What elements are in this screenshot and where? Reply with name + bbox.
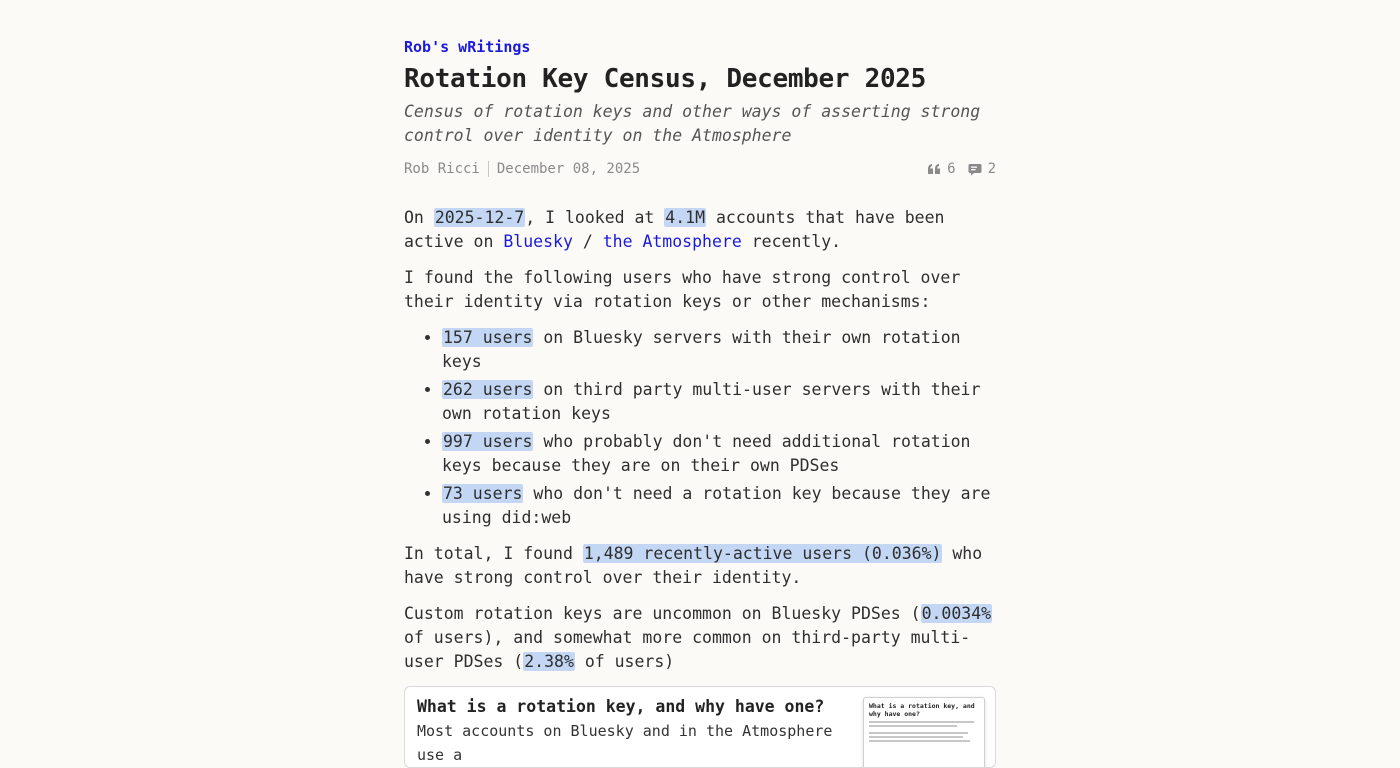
text: who probably don't need additional rotation keys because they are on their own PDSes xyxy=(442,432,971,475)
thumbnail-text-line xyxy=(869,732,968,734)
text: of users) xyxy=(574,652,675,671)
highlight-percent-bluesky: 0.0034% xyxy=(921,604,992,623)
text: on third party multi-user servers with their own rotation keys xyxy=(442,380,981,423)
thumbnail-text-line xyxy=(869,740,970,742)
quote-icon[interactable] xyxy=(927,163,941,175)
list-item xyxy=(442,326,996,374)
text: who have strong control over their identity. xyxy=(404,544,983,587)
quote-count: 6 xyxy=(947,161,956,177)
highlight-count: 262 users xyxy=(443,380,533,399)
site-name-link[interactable]: Rob's wRitings xyxy=(404,38,531,56)
post-body xyxy=(404,206,996,768)
thumbnail-content xyxy=(864,698,984,748)
intro-paragraph xyxy=(404,206,996,254)
list-item xyxy=(442,430,996,478)
post-date: December 08, 2025 xyxy=(496,161,641,177)
text: accounts that have been active on xyxy=(404,208,945,251)
highlight-count: 997 users xyxy=(443,432,533,451)
thumbnail-text-line xyxy=(869,725,957,727)
text: , I looked at xyxy=(525,208,665,227)
engagement-counts xyxy=(927,161,996,177)
thumbnail-text-line xyxy=(869,721,974,723)
list-item xyxy=(442,482,996,530)
highlight-count: 73 users xyxy=(443,484,523,503)
total-paragraph xyxy=(404,542,996,590)
text: recently. xyxy=(741,232,842,251)
text: who don't need a rotation key because they are using did:web xyxy=(442,484,991,527)
text: On xyxy=(404,208,434,227)
rotation-key-callout[interactable] xyxy=(404,686,996,768)
list-item xyxy=(442,378,996,426)
text: on Bluesky servers with their own rotation keys xyxy=(442,328,961,371)
text: Custom rotation keys are uncommon on Bluesky PDSes ( xyxy=(404,604,921,623)
post-title: Rotation Key Census, December 2025 xyxy=(404,64,927,94)
highlight-account-count: 4.1M xyxy=(665,208,706,227)
atmosphere-link[interactable]: the Atmosphere xyxy=(602,232,742,251)
findings-list xyxy=(404,326,996,530)
thumbnail-text-line xyxy=(869,736,963,738)
post-container xyxy=(404,36,996,768)
comment-count: 2 xyxy=(987,161,996,177)
bluesky-link[interactable]: Bluesky xyxy=(503,232,573,251)
comment-icon[interactable] xyxy=(968,163,982,176)
meta-divider xyxy=(488,161,489,177)
author-name[interactable]: Rob Ricci xyxy=(404,161,480,177)
byline xyxy=(404,161,640,177)
text: In total, I found xyxy=(404,544,583,563)
post-subtitle: Census of rotation keys and other ways of asserting strong control over identity on the Atmosphere xyxy=(404,102,981,145)
callout-title: What is a rotation key, and why have one? xyxy=(417,697,825,716)
percentages-paragraph xyxy=(404,602,996,674)
findings-paragraph: I found the following users who have strong control over their identity via rotation keys or other mechanisms: xyxy=(404,268,961,311)
text: of users), and somewhat more common on third-party multi-user PDSes ( xyxy=(404,628,971,671)
highlight-total: 1,489 recently-active users (0.036%) xyxy=(583,544,942,563)
text: / xyxy=(572,232,603,251)
thumbnail-title: What is a rotation key, and why have one? xyxy=(869,702,975,718)
callout-text: Most accounts on Bluesky and in the Atmosphere use a xyxy=(417,722,833,764)
post-meta xyxy=(404,158,996,180)
highlight-count: 157 users xyxy=(443,328,533,347)
highlight-percent-third-party: 2.38% xyxy=(524,652,574,671)
highlight-date: 2025-12-7 xyxy=(434,208,525,227)
